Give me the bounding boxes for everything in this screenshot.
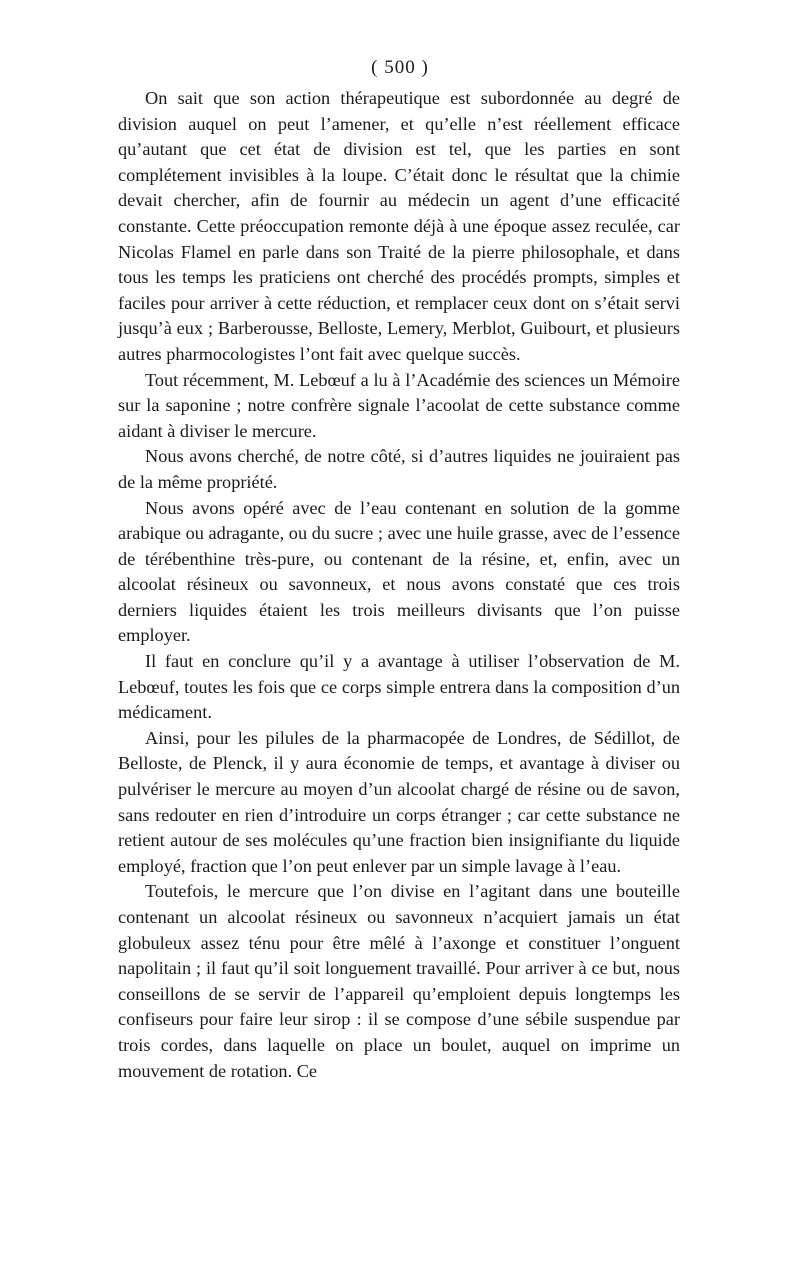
paragraph: Il faut en conclure qu’il y a avantage à utiliser l’observation de M. Lebœuf, toutes les fois que ce corps simple entrera dans la composition d’un médicament. <box>118 651 680 723</box>
paragraph: On sait que son action thérapeutique est subordonnée au degré de division auquel on peut l’amener, et qu’elle n’est réellement efficace qu’autant que cet état de division est tel, que les parties en sont complétement invisibles à la loupe. C’était donc le résultat que la chimie devait chercher, afin de fournir au médecin un agent d’une efficacité constante. Cette préoccupation remonte déjà à une époque assez reculée, car Nicolas Flamel en parle dans son Traité de la pierre philosophale, et dans tous les temps les praticiens ont cherché des procédés prompts, simples et faciles pour arriver à cette réduction, et remplacer ceux dont on s’était servi jusqu’à eux ; Barberousse, Belloste, Lemery, Merblot, Guibourt, et plusieurs autres pharmocologistes l’ont fait avec quelque succès. <box>118 88 680 364</box>
body-text <box>118 86 680 1084</box>
paragraph: Tout récemment, M. Lebœuf a lu à l’Académie des sciences un Mémoire sur la saponine ; notre confrère signale l’acoolat de cette substance comme aidant à diviser le mercure. <box>118 369 680 441</box>
paragraph: Nous avons opéré avec de l’eau contenant en solution de la gomme arabique ou adragante, ou du sucre ; avec une huile grasse, avec de l’essence de térébenthine très-pure, ou contenant de la résine, et, enfin, avec un alcoolat résineux ou savonneux, et nous avons constaté que ces trois derniers liquides étaient les trois meilleurs divisants que l’on puisse employer. <box>118 497 680 646</box>
paragraph: Ainsi, pour les pilules de la pharmacopée de Londres, de Sédillot, de Belloste, de Plenck, il y aura économie de temps, et avantage à diviser ou pulvériser le mercure au moyen d’un alcoolat chargé de résine ou de savon, sans redouter en rien d’introduire un corps étranger ; car cette substance ne retient autour de ses molécules qu’une fraction bien insignifiante du liquide employé, fraction que l’on peut enlever par un simple lavage à l’eau. <box>118 727 680 876</box>
page-number: ( 500 ) <box>371 57 429 78</box>
paragraph: Toutefois, le mercure que l’on divise en l’agitant dans une bouteille contenant un alcoolat résineux ou savonneux n’acquiert jamais un état globuleux assez ténu pour être mêlé à l’axonge et constituer l’onguent napolitain ; il faut qu’il soit longuement travaillé. Pour arriver à ce but, nous conseillons de se servir de l’appareil qu’emploient depuis longtemps les confiseurs pour faire leur sirop : il se compose d’une sébile suspendue par trois cordes, dans laquelle on place un boulet, auquel on imprime un mouvement de rotation. Ce <box>118 881 680 1081</box>
paragraph: Nous avons cherché, de notre côté, si d’autres liquides ne jouiraient pas de la même propriété. <box>118 446 680 492</box>
